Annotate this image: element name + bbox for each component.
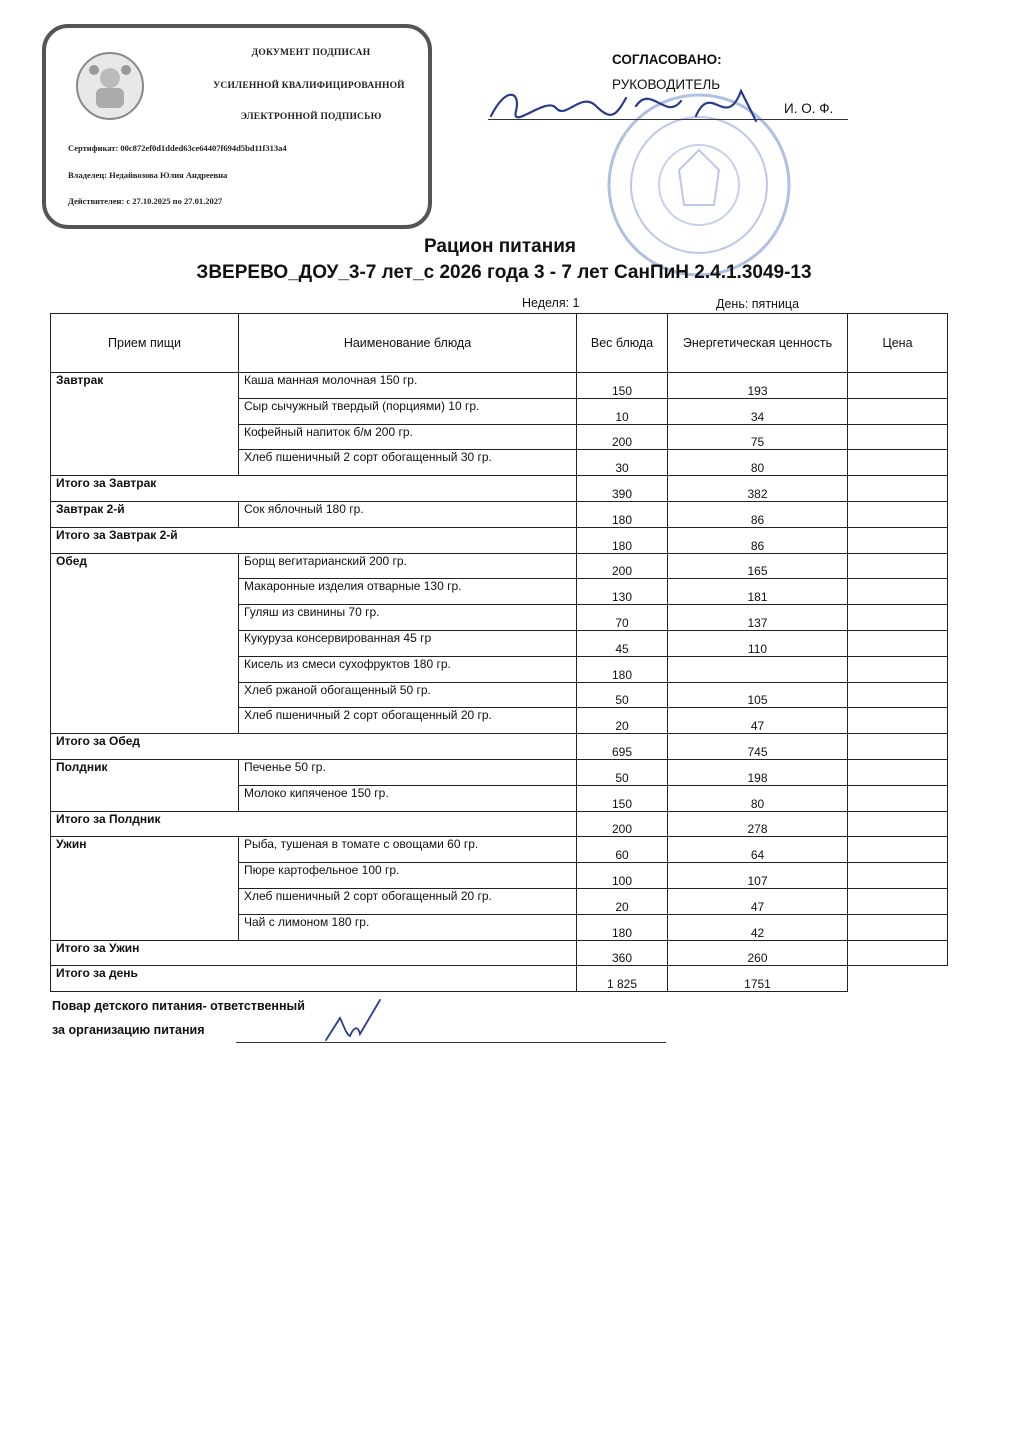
header-energy: Энергетическая ценность xyxy=(668,314,848,373)
dish-energy: 80 xyxy=(668,450,848,476)
dish-weight: 150 xyxy=(577,785,668,811)
dish-weight: 180 xyxy=(577,914,668,940)
dish-name: Хлеб ржаной обогащенный 50 гр. xyxy=(239,682,577,708)
dish-price xyxy=(848,656,948,682)
signature-certificate: Сертификат: 00c872ef0d1dded63ce64407f694d5bd11f313a4 xyxy=(68,143,287,153)
dish-name: Сок яблочный 180 гр. xyxy=(239,501,577,527)
dish-energy: 110 xyxy=(668,630,848,656)
dish-name: Чай с лимоном 180 гр. xyxy=(239,914,577,940)
dish-energy: 47 xyxy=(668,708,848,734)
dish-weight: 45 xyxy=(577,630,668,656)
total-row xyxy=(51,734,948,760)
day-total-price xyxy=(848,966,948,992)
table-row xyxy=(51,501,948,527)
total-price xyxy=(848,734,948,760)
dish-name: Кукуруза консервированная 45 гр xyxy=(239,630,577,656)
dish-price xyxy=(848,914,948,940)
footer-cook-label: Повар детского питания- ответственный xyxy=(52,999,305,1013)
total-weight: 200 xyxy=(577,811,668,837)
dish-name: Печенье 50 гр. xyxy=(239,759,577,785)
day-total-weight: 1 825 xyxy=(577,966,668,992)
total-price xyxy=(848,527,948,553)
dish-name: Кисель из смеси сухофруктов 180 гр. xyxy=(239,656,577,682)
total-weight: 695 xyxy=(577,734,668,760)
dish-price xyxy=(848,682,948,708)
dish-weight: 70 xyxy=(577,605,668,631)
total-row xyxy=(51,811,948,837)
header-price: Цена xyxy=(848,314,948,373)
approval-fio: И. О. Ф. xyxy=(784,101,834,116)
dish-name: Гуляш из свинины 70 гр. xyxy=(239,605,577,631)
dish-price xyxy=(848,501,948,527)
cook-signature-icon xyxy=(318,996,388,1046)
dish-energy: 198 xyxy=(668,759,848,785)
day-total-row xyxy=(51,966,948,992)
dish-name: Борщ вегитарианский 200 гр. xyxy=(239,553,577,579)
approval-title: СОГЛАСОВАНО: xyxy=(612,52,722,67)
header-weight: Вес блюда xyxy=(577,314,668,373)
total-weight: 360 xyxy=(577,940,668,966)
dish-weight: 200 xyxy=(577,553,668,579)
dish-energy: 75 xyxy=(668,424,848,450)
total-price xyxy=(848,476,948,502)
dish-energy: 105 xyxy=(668,682,848,708)
total-energy: 260 xyxy=(668,940,848,966)
day-total-label: Итого за день xyxy=(51,966,577,992)
dish-weight: 30 xyxy=(577,450,668,476)
total-weight: 180 xyxy=(577,527,668,553)
dish-price xyxy=(848,424,948,450)
dish-weight: 20 xyxy=(577,888,668,914)
dish-price xyxy=(848,630,948,656)
total-row xyxy=(51,527,948,553)
approval-role: РУКОВОДИТЕЛЬ xyxy=(612,77,721,92)
dish-name: Хлеб пшеничный 2 сорт обогащенный 20 гр. xyxy=(239,888,577,914)
total-label: Итого за Завтрак 2-й xyxy=(51,527,577,553)
dish-weight: 100 xyxy=(577,863,668,889)
dish-weight: 20 xyxy=(577,708,668,734)
dish-price xyxy=(848,398,948,424)
dish-price xyxy=(848,450,948,476)
e-signature-box xyxy=(42,24,432,229)
total-energy: 86 xyxy=(668,527,848,553)
dish-energy xyxy=(668,656,848,682)
dish-weight: 200 xyxy=(577,424,668,450)
meal-name: Обед xyxy=(51,553,239,734)
week-label: Неделя: 1 xyxy=(522,296,580,310)
dish-price xyxy=(848,863,948,889)
table-header-row xyxy=(51,314,948,373)
signature-heading-3: ЭЛЕКТРОННОЙ ПОДПИСЬЮ xyxy=(240,112,382,122)
dish-price xyxy=(848,837,948,863)
footer-signature-line xyxy=(236,1042,666,1043)
dish-name: Пюре картофельное 100 гр. xyxy=(239,863,577,889)
dish-price xyxy=(848,579,948,605)
signature-heading-1: ДОКУМЕНТ ПОДПИСАН xyxy=(251,48,371,58)
meal-name: Завтрак xyxy=(51,373,239,476)
dish-energy: 193 xyxy=(668,373,848,399)
total-label: Итого за Ужин xyxy=(51,940,577,966)
dish-weight: 50 xyxy=(577,759,668,785)
table-row xyxy=(51,837,948,863)
header-meal: Прием пищи xyxy=(51,314,239,373)
dish-energy: 107 xyxy=(668,863,848,889)
dish-energy: 64 xyxy=(668,837,848,863)
dish-energy: 42 xyxy=(668,914,848,940)
signature-heading-2: УСИЛЕННОЙ КВАЛИФИЦИРОВАННОЙ xyxy=(213,81,405,91)
dish-name: Макаронные изделия отварные 130 гр. xyxy=(239,579,577,605)
dish-energy: 80 xyxy=(668,785,848,811)
total-label: Итого за Полдник xyxy=(51,811,577,837)
total-energy: 745 xyxy=(668,734,848,760)
total-price xyxy=(848,811,948,837)
dish-price xyxy=(848,888,948,914)
dish-weight: 180 xyxy=(577,656,668,682)
total-price xyxy=(848,940,948,966)
table-row xyxy=(51,373,948,399)
total-energy: 382 xyxy=(668,476,848,502)
total-energy: 278 xyxy=(668,811,848,837)
dish-name: Хлеб пшеничный 2 сорт обогащенный 20 гр. xyxy=(239,708,577,734)
signature-validity: Действителен: с 27.10.2025 по 27.01.2027 xyxy=(68,196,223,206)
dish-name: Каша манная молочная 150 гр. xyxy=(239,373,577,399)
day-total-energy: 1751 xyxy=(668,966,848,992)
dish-name: Молоко кипяченое 150 гр. xyxy=(239,785,577,811)
signature-emblem-icon xyxy=(74,50,146,122)
total-row xyxy=(51,940,948,966)
page-subtitle: ЗВЕРЕВО_ДОУ_3-7 лет_с 2026 года 3 - 7 лет СанПиН 2.4.1.3049-13 xyxy=(196,262,812,283)
handwritten-signature-icon xyxy=(486,76,786,136)
total-label: Итого за Обед xyxy=(51,734,577,760)
meal-name: Завтрак 2-й xyxy=(51,501,239,527)
dish-price xyxy=(848,785,948,811)
dish-price xyxy=(848,708,948,734)
dish-energy: 165 xyxy=(668,553,848,579)
dish-price xyxy=(848,759,948,785)
meal-name: Полдник xyxy=(51,759,239,811)
dish-name: Хлеб пшеничный 2 сорт обогащенный 30 гр. xyxy=(239,450,577,476)
total-label: Итого за Завтрак xyxy=(51,476,577,502)
total-weight: 390 xyxy=(577,476,668,502)
dish-weight: 10 xyxy=(577,398,668,424)
header-dish: Наименование блюда xyxy=(239,314,577,373)
day-label: День: пятница xyxy=(716,297,800,311)
meal-name: Ужин xyxy=(51,837,239,940)
dish-weight: 60 xyxy=(577,837,668,863)
total-row xyxy=(51,476,948,502)
dish-price xyxy=(848,373,948,399)
page-title: Рацион питания xyxy=(424,236,576,257)
dish-weight: 150 xyxy=(577,373,668,399)
table-row xyxy=(51,553,948,579)
dish-weight: 180 xyxy=(577,501,668,527)
menu-table xyxy=(50,313,948,992)
dish-energy: 181 xyxy=(668,579,848,605)
dish-weight: 130 xyxy=(577,579,668,605)
dish-energy: 47 xyxy=(668,888,848,914)
dish-price xyxy=(848,553,948,579)
dish-price xyxy=(848,605,948,631)
dish-energy: 86 xyxy=(668,501,848,527)
signature-owner: Владелец: Недайвозова Юлия Андреевна xyxy=(68,170,228,180)
footer-responsible-label: за организацию питания xyxy=(52,1023,205,1037)
dish-name: Рыба, тушеная в томате с овощами 60 гр. xyxy=(239,837,577,863)
dish-name: Кофейный напиток б/м 200 гр. xyxy=(239,424,577,450)
dish-name: Сыр сычужный твердый (порциями) 10 гр. xyxy=(239,398,577,424)
dish-energy: 34 xyxy=(668,398,848,424)
table-row xyxy=(51,759,948,785)
dish-weight: 50 xyxy=(577,682,668,708)
dish-energy: 137 xyxy=(668,605,848,631)
